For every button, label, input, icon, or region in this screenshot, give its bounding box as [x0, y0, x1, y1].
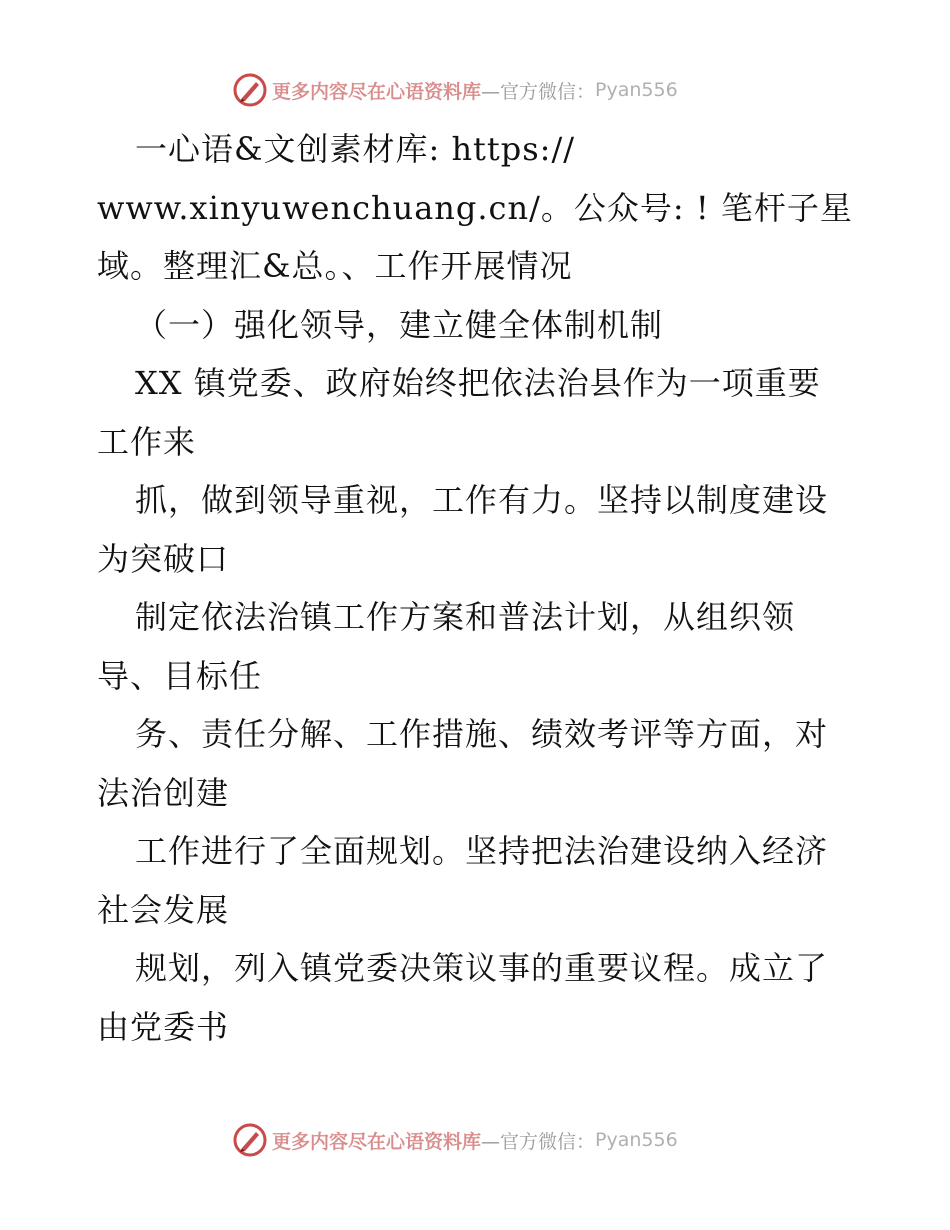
section-heading: （一）强化领导，建立健全体制机制 — [135, 305, 664, 344]
body-line: 工作进行了全面规划。坚持把法治建设纳入经济 — [135, 832, 829, 870]
watermark-side-text: —官方微信： — [481, 80, 596, 103]
body-line: 一心语&文创素材库: https:// — [135, 130, 576, 168]
body-line: 导、目标任 — [97, 656, 263, 695]
watermark-wechat-id: Pyan556 — [595, 1129, 678, 1151]
body-line: 为突破口 — [97, 539, 230, 578]
body-line: 务、责任分解、工作措施、绩效考评等方面，对 — [135, 715, 829, 753]
body-line: XX 镇党委、政府始终把依法治县作为一项重要 — [135, 364, 821, 402]
body-line: 社会发展 — [97, 890, 230, 929]
body-line: 规划，列入镇党委决策议事的重要议程。成立了 — [135, 949, 829, 987]
body-line: 抓，做到领导重视，工作有力。坚持以制度建设 — [135, 481, 829, 519]
body-line: 法治创建 — [97, 773, 230, 812]
pen-logo-icon — [232, 72, 268, 108]
watermark-main-text: 更多内容尽在心语资料库 — [272, 80, 482, 103]
body-line: www.xinyuwenchuang.cn/。公众号: ! 笔杆子星 — [97, 188, 853, 227]
document-body — [97, 120, 867, 1056]
body-line: 工作来 — [97, 422, 197, 461]
watermark-main-text: 更多内容尽在心语资料库 — [272, 1130, 482, 1153]
footer-watermark — [232, 1122, 678, 1158]
pen-logo-icon — [232, 1122, 268, 1158]
body-line: 制定依法治镇工作方案和普法计划，从组织领 — [135, 598, 796, 636]
watermark-side-text: —官方微信： — [481, 1130, 596, 1153]
body-line: 由党委书 — [97, 1007, 230, 1046]
watermark-wechat-id: Pyan556 — [595, 79, 678, 101]
header-watermark — [232, 72, 678, 108]
body-line: 域。整理汇&总。、工作开展情况 — [97, 247, 573, 285]
